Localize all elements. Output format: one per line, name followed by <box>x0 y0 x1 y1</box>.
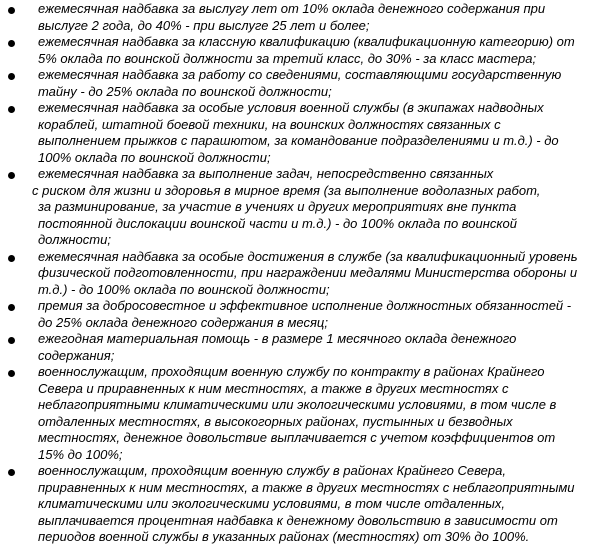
text-line: ежемесячная надбавка за работу со сведениями, составляющими государственную <box>38 67 562 82</box>
text-line: выполнением прыжков с парашютом, за командование подразделениями и т.д.) - до <box>38 133 559 148</box>
bullet-icon <box>8 304 15 311</box>
list-item <box>0 100 604 166</box>
bullet-icon <box>8 40 15 47</box>
bullet-icon <box>8 73 15 80</box>
text-line: военнослужащим, проходящим военную службу по контракту в районах Крайнего <box>38 364 545 379</box>
bullet-icon <box>8 106 15 113</box>
list-item <box>0 34 604 67</box>
text-line: неблагоприятными климатическими или экологическими условиями, в том числе в <box>38 397 557 412</box>
text-line: военнослужащим, проходящим военную службу в районах Крайнего Севера, <box>38 463 506 478</box>
text-line: 100% оклада по воинской должности; <box>38 149 271 165</box>
text-line: физической подготовленности, при награждении медалями Министерства обороны и <box>38 265 578 280</box>
text-line: 5% оклада по воинской должности за третий класс, до 30% - за класс мастера; <box>38 50 537 66</box>
text-line: Севера и приравненных к ним местностях, а также в других местностях с <box>38 380 509 396</box>
text-line: тайну - до 25% оклада по воинской должности; <box>38 83 332 99</box>
bullet-icon <box>8 370 15 377</box>
list-item <box>0 67 604 100</box>
text-line: периодов военной службы в указанных районах (местностях) от 30% до 100%. <box>38 529 530 544</box>
bullet-icon <box>8 7 15 14</box>
list-item <box>0 463 604 546</box>
text-line: выслуге 2 года, до 40% - при выслуге 25 лет и более; <box>38 17 370 33</box>
text-line: ежемесячная надбавка за особые условия военной службы (в экипажах надводных <box>38 100 544 115</box>
text-line: до 25% оклада денежного содержания в месяц; <box>38 314 328 330</box>
list-item <box>0 331 604 364</box>
bullet-icon <box>8 337 15 344</box>
text-line: должности; <box>38 232 111 247</box>
text-line: за разминирование, за участие в учениях и других мероприятиях вне пункта <box>38 199 517 214</box>
bullet-icon <box>8 255 15 262</box>
text-line: приравненных к ним местностях, а также в других местностях с неблагоприятными <box>38 479 575 495</box>
text-line: ежемесячная надбавка за выслугу лет от 10% оклада денежного содержания при <box>38 1 546 16</box>
text-line: постоянной дислокации воинской части и т.д.) - до 100% оклада по воинской <box>38 215 518 231</box>
list-item <box>0 249 604 299</box>
list-item <box>0 166 604 249</box>
text-line: премия за добросовестное и эффективное исполнение должностных обязанностей - <box>38 298 572 313</box>
text-line: ежегодная материальная помощь - в размере 1 месячного оклада денежного <box>38 331 517 346</box>
text-line: т.д.) - до 100% оклада по воинской должности; <box>38 281 330 297</box>
text-line: с риском для жизни и здоровья в мирное время (за выполнение водолазных работ, <box>32 182 541 198</box>
text-line: климатическими или экологическими условиями, в том числе отдаленных, <box>38 496 505 511</box>
list-item <box>0 298 604 331</box>
list-item <box>0 364 604 463</box>
text-line: ежемесячная надбавка за особые достижения в службе (за квалификационный уровень <box>38 248 578 264</box>
list-item <box>0 1 604 34</box>
text-line: содержания; <box>38 347 115 363</box>
bullet-icon <box>8 172 15 179</box>
text-line: 15% до 100%; <box>38 446 123 462</box>
text-line: местностях, денежное довольствие выплачивается с учетом коэффициентов от <box>38 430 556 445</box>
text-line: выплачивается процентная надбавка к денежному довольствию в зависимости от <box>38 512 558 528</box>
bullet-icon <box>8 469 15 476</box>
text-line: ежемесячная надбавка за классную квалификацию (квалификационную категорию) от <box>38 34 575 49</box>
text-line: отдаленных местностях, в высокогорных районах, пустынных и безводных <box>38 413 513 429</box>
text-line: кораблей, штатной боевой техники, на воинских должностях связанных с <box>38 116 501 132</box>
text-line: ежемесячная надбавка за выполнение задач, непосредственно связанных <box>38 166 494 181</box>
